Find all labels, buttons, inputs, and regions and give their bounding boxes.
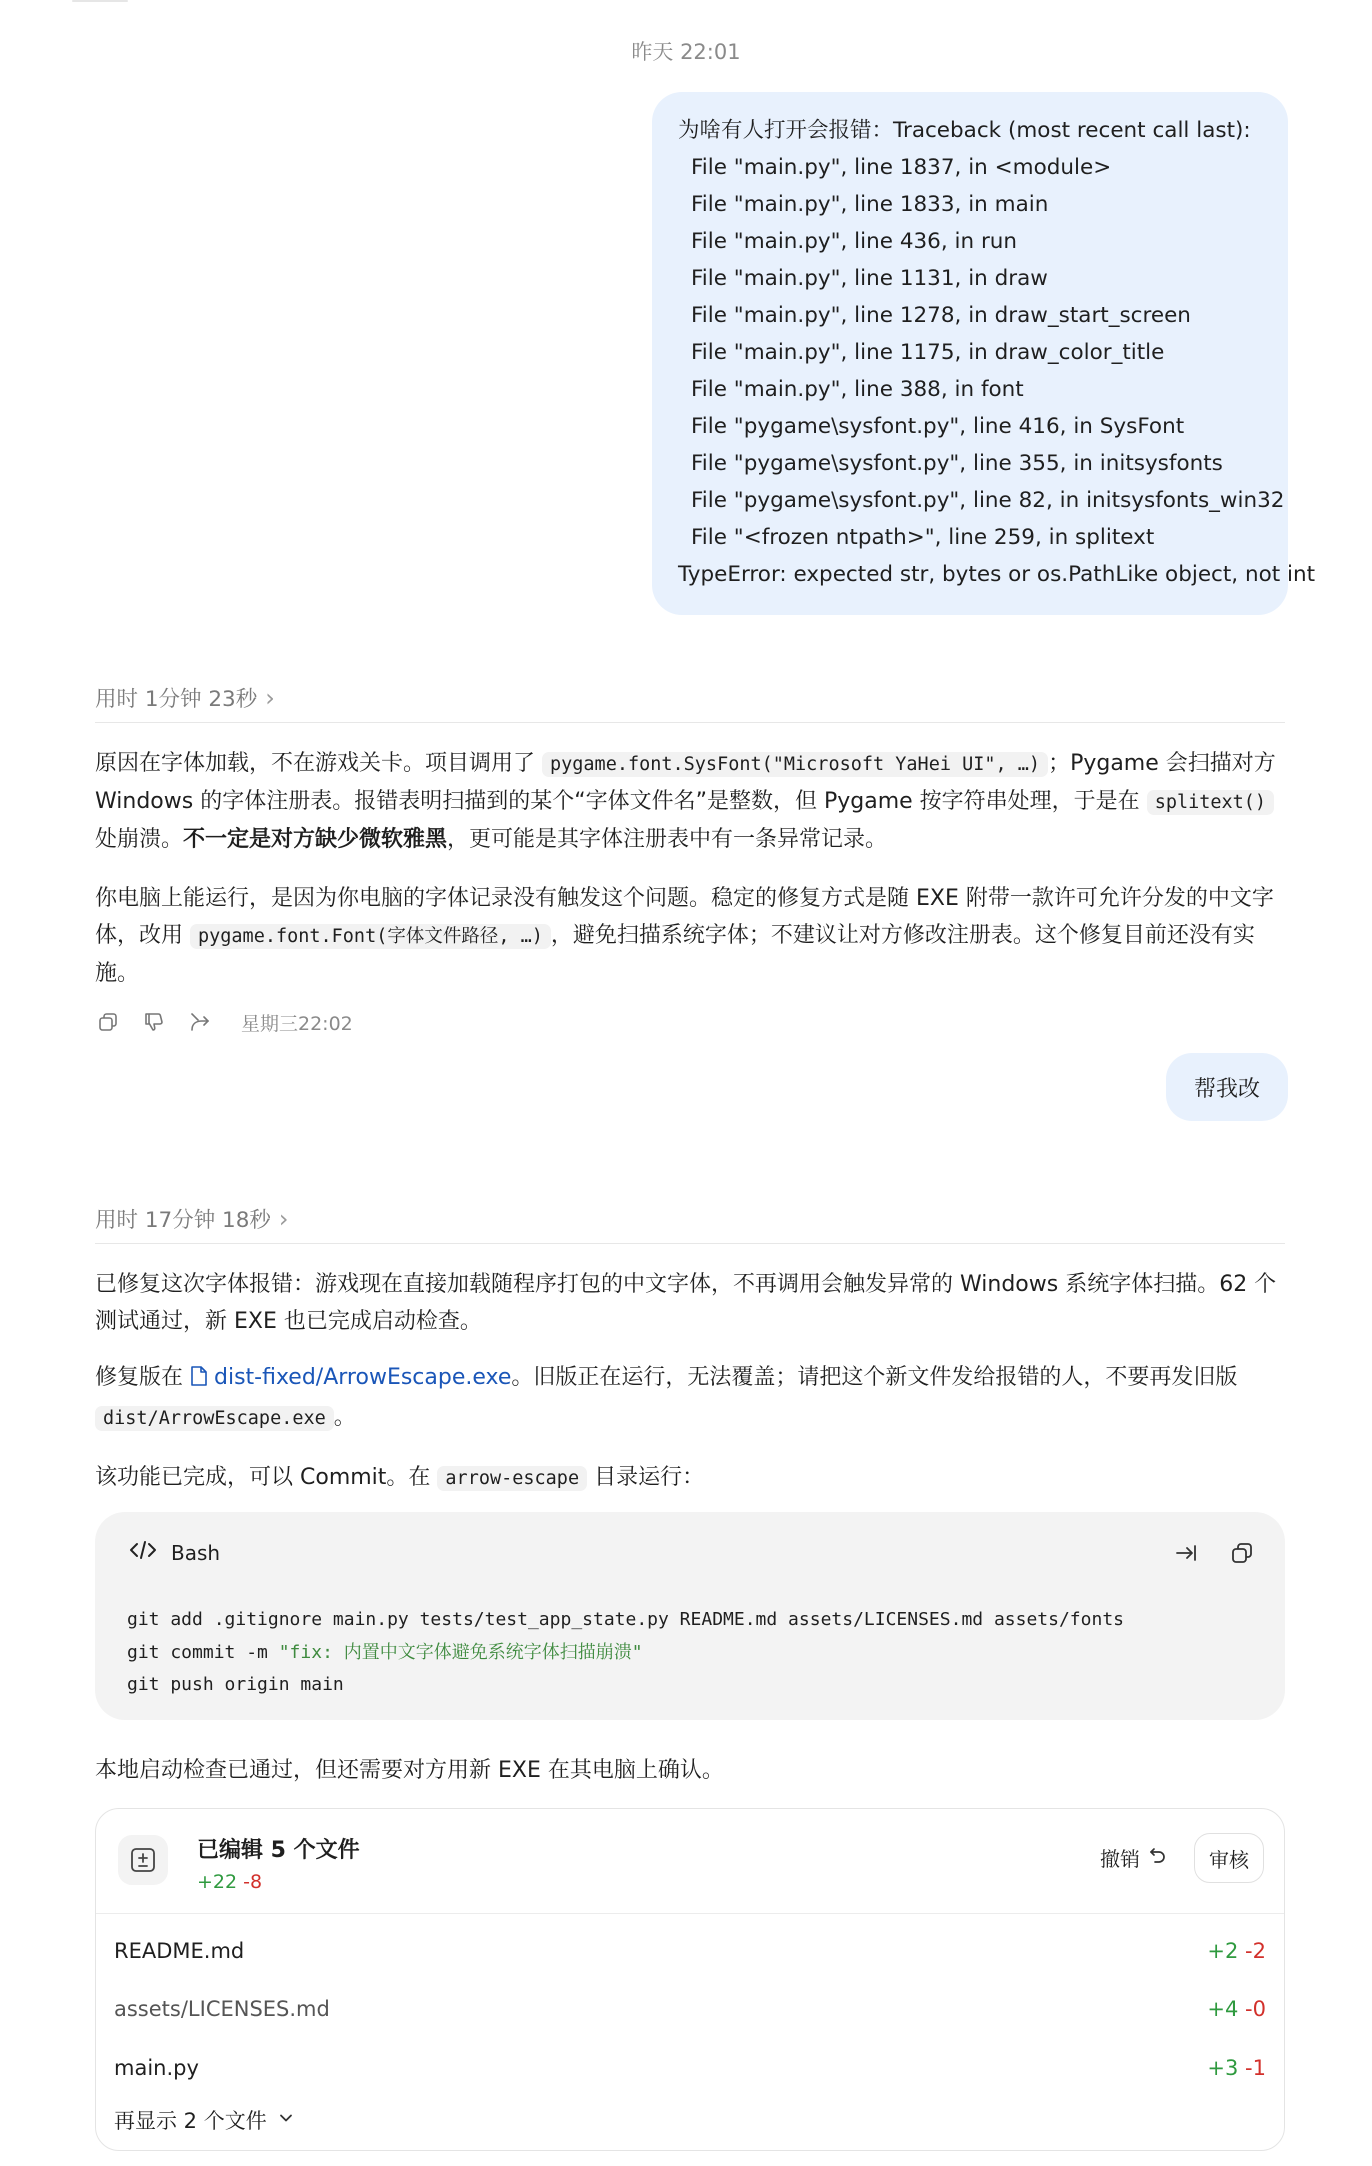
code-string: "fix: 内置中文字体避免系统字体扫描崩溃" — [278, 1641, 643, 1663]
top-divider-stub — [72, 0, 128, 2]
file-stats — [1207, 1939, 1266, 1963]
message-line: File "main.py", line 1278, in draw_start_screen — [691, 303, 1191, 328]
message-line: File "main.py", line 1131, in draw — [691, 266, 1048, 291]
file-row[interactable] — [96, 1925, 1284, 1983]
file-row[interactable] — [96, 1983, 1284, 2041]
file-row[interactable] — [96, 2042, 1284, 2100]
lines-added: +3 — [1207, 2056, 1239, 2080]
code-line: git push origin main — [127, 1674, 344, 1695]
code-command: git commit -m — [127, 1641, 279, 1663]
show-more-files-button[interactable] — [114, 2105, 295, 2135]
message-line: File "pygame\sysfont.py", line 416, in SysFont — [691, 414, 1185, 439]
edited-files-stats — [197, 1871, 262, 1893]
assistant-paragraph — [95, 880, 1290, 992]
lines-added: +2 — [1207, 1939, 1239, 1963]
thinking-duration-label: 用时 17分钟 18秒 — [95, 1208, 271, 1233]
chevron-right-icon: › — [278, 1205, 289, 1233]
assistant-paragraph: 已修复这次字体报错：游戏现在直接加载随程序打包的中文字体，不再调用会触发异常的 Windows 系统字体扫描。62 个测试通过，新 EXE 也已完成启动检查。 — [95, 1272, 1277, 1334]
message-text: 帮我改 — [1193, 1076, 1260, 1102]
code-block — [95, 1512, 1285, 1720]
text-span: 。 — [333, 1405, 356, 1430]
text-span: 修复版在 — [95, 1365, 190, 1390]
thinking-duration-toggle[interactable] — [95, 1201, 1285, 1244]
code-content[interactable] — [127, 1604, 1124, 1702]
thinking-duration-label: 用时 1分钟 23秒 — [95, 687, 258, 712]
review-button[interactable]: 审核 — [1194, 1833, 1264, 1883]
file-icon — [190, 1362, 208, 1399]
text-span: 。旧版正在运行，无法覆盖；请把这个新文件发给报错的人，不要再发旧版 — [511, 1365, 1238, 1390]
text-span: ，避免扫描系统字体；不建议让对方修改注册表。这个修复目前还没有实施。 — [95, 923, 1255, 986]
file-name: assets/LICENSES.md — [114, 1997, 330, 2021]
text-span: 处崩溃。 — [95, 827, 184, 852]
lines-added: +22 — [197, 1871, 238, 1893]
file-stats — [1207, 2056, 1266, 2080]
branch-icon[interactable] — [187, 1009, 213, 1035]
message-line: File "main.py", line 388, in font — [691, 377, 1024, 402]
copy-icon[interactable] — [95, 1009, 121, 1035]
inline-code: dist/ArrowEscape.exe — [95, 1406, 334, 1431]
text-span: 你电脑上能运行，是因为你电脑的字体记录没有触发这个问题。稳定的修复方式是随 EXE 附带一款许可允许分发的中文字体，改用 — [95, 886, 1274, 948]
undo-icon — [1148, 1845, 1168, 1870]
chevron-down-icon — [277, 2108, 295, 2132]
edited-files-title: 已编辑 5 个文件 — [197, 1838, 360, 1863]
file-link[interactable] — [190, 1365, 511, 1390]
lines-removed: -2 — [1245, 1939, 1266, 1963]
user-message-bubble — [1166, 1053, 1288, 1121]
edited-files-card — [95, 1808, 1285, 2151]
inline-code: pygame.font.SysFont("Microsoft YaHei UI", …) — [542, 752, 1048, 777]
text-span: 该功能已完成，可以 Commit。在 — [95, 1465, 438, 1490]
undo-label: 撤销 — [1100, 1847, 1140, 1871]
message-line: File "pygame\sysfont.py", line 82, in initsysfonts_win32 — [691, 488, 1285, 513]
conversation-timestamp: 昨天 22:01 — [631, 40, 741, 64]
chevron-right-icon: › — [265, 684, 275, 712]
text-span: 目录运行： — [587, 1465, 705, 1490]
lines-added: +4 — [1207, 1997, 1239, 2021]
assistant-paragraph — [95, 1359, 1290, 1437]
file-link-text: dist-fixed/ArrowEscape.exe — [214, 1365, 512, 1390]
diff-icon — [118, 1835, 168, 1885]
lines-removed: -0 — [1245, 1997, 1266, 2021]
insert-icon[interactable] — [1171, 1538, 1201, 1568]
inline-code: splitext() — [1147, 790, 1274, 815]
file-stats — [1207, 1997, 1266, 2021]
code-language: Bash — [171, 1540, 221, 1565]
assistant-paragraph — [95, 1459, 1290, 1497]
text-span: 原因在字体加载，不在游戏关卡。项目调用了 — [95, 751, 542, 776]
thumbs-down-icon[interactable] — [141, 1009, 167, 1035]
inline-code: pygame.font.Font(字体文件路径, …) — [190, 924, 551, 949]
message-line: File "main.py", line 436, in run — [691, 229, 1018, 254]
text-span: ，更可能是其字体注册表中有一条异常记录。 — [447, 827, 888, 852]
file-name: main.py — [114, 2056, 199, 2080]
code-block-header — [129, 1540, 220, 1565]
copy-icon[interactable] — [1227, 1538, 1257, 1568]
message-line: File "<frozen ntpath>", line 259, in splitext — [691, 525, 1155, 550]
show-more-label: 再显示 2 个文件 — [114, 2109, 267, 2133]
message-line: TypeError: expected str, bytes or os.PathLike object, not int — [678, 562, 1316, 587]
edited-files-header — [96, 1809, 1284, 1914]
code-line — [127, 1637, 1124, 1670]
message-actions — [95, 1004, 353, 1040]
text-span: ；Pygame 会扫描对方 Windows 的字体注册表。报错表明扫描到的某个“字体文件名”是整数，但 Pygame 按字符串处理，于是在 — [95, 751, 1276, 814]
assistant-paragraph — [95, 745, 1290, 858]
bold-text: 不一定是对方缺少微软雅黑 — [183, 827, 448, 852]
assistant-paragraph: 本地启动检查已通过，但还需要对方用新 EXE 在其电脑上确认。 — [95, 1758, 724, 1783]
inline-code: arrow-escape — [437, 1466, 587, 1491]
message-line: 为啥有人打开会报错：Traceback (most recent call last): — [678, 118, 1251, 143]
code-icon — [129, 1540, 157, 1565]
lines-removed: -8 — [243, 1871, 263, 1893]
message-line: File "main.py", line 1175, in draw_color_title — [691, 340, 1165, 365]
file-name: README.md — [114, 1939, 245, 1963]
undo-button[interactable] — [1100, 1843, 1168, 1872]
message-line: File "main.py", line 1837, in <module> — [691, 155, 1112, 180]
message-line: File "pygame\sysfont.py", line 355, in initsysfonts — [691, 451, 1223, 476]
code-block-tools — [1171, 1538, 1257, 1568]
message-line: File "main.py", line 1833, in main — [691, 192, 1049, 217]
thinking-duration-toggle[interactable] — [95, 680, 1285, 723]
message-time: 星期三22:02 — [241, 1012, 353, 1035]
lines-removed: -1 — [1245, 2056, 1266, 2080]
user-message-bubble — [652, 92, 1316, 615]
code-line: git add .gitignore main.py tests/test_app_state.py README.md assets/LICENSES.md assets/fonts — [127, 1609, 1124, 1630]
